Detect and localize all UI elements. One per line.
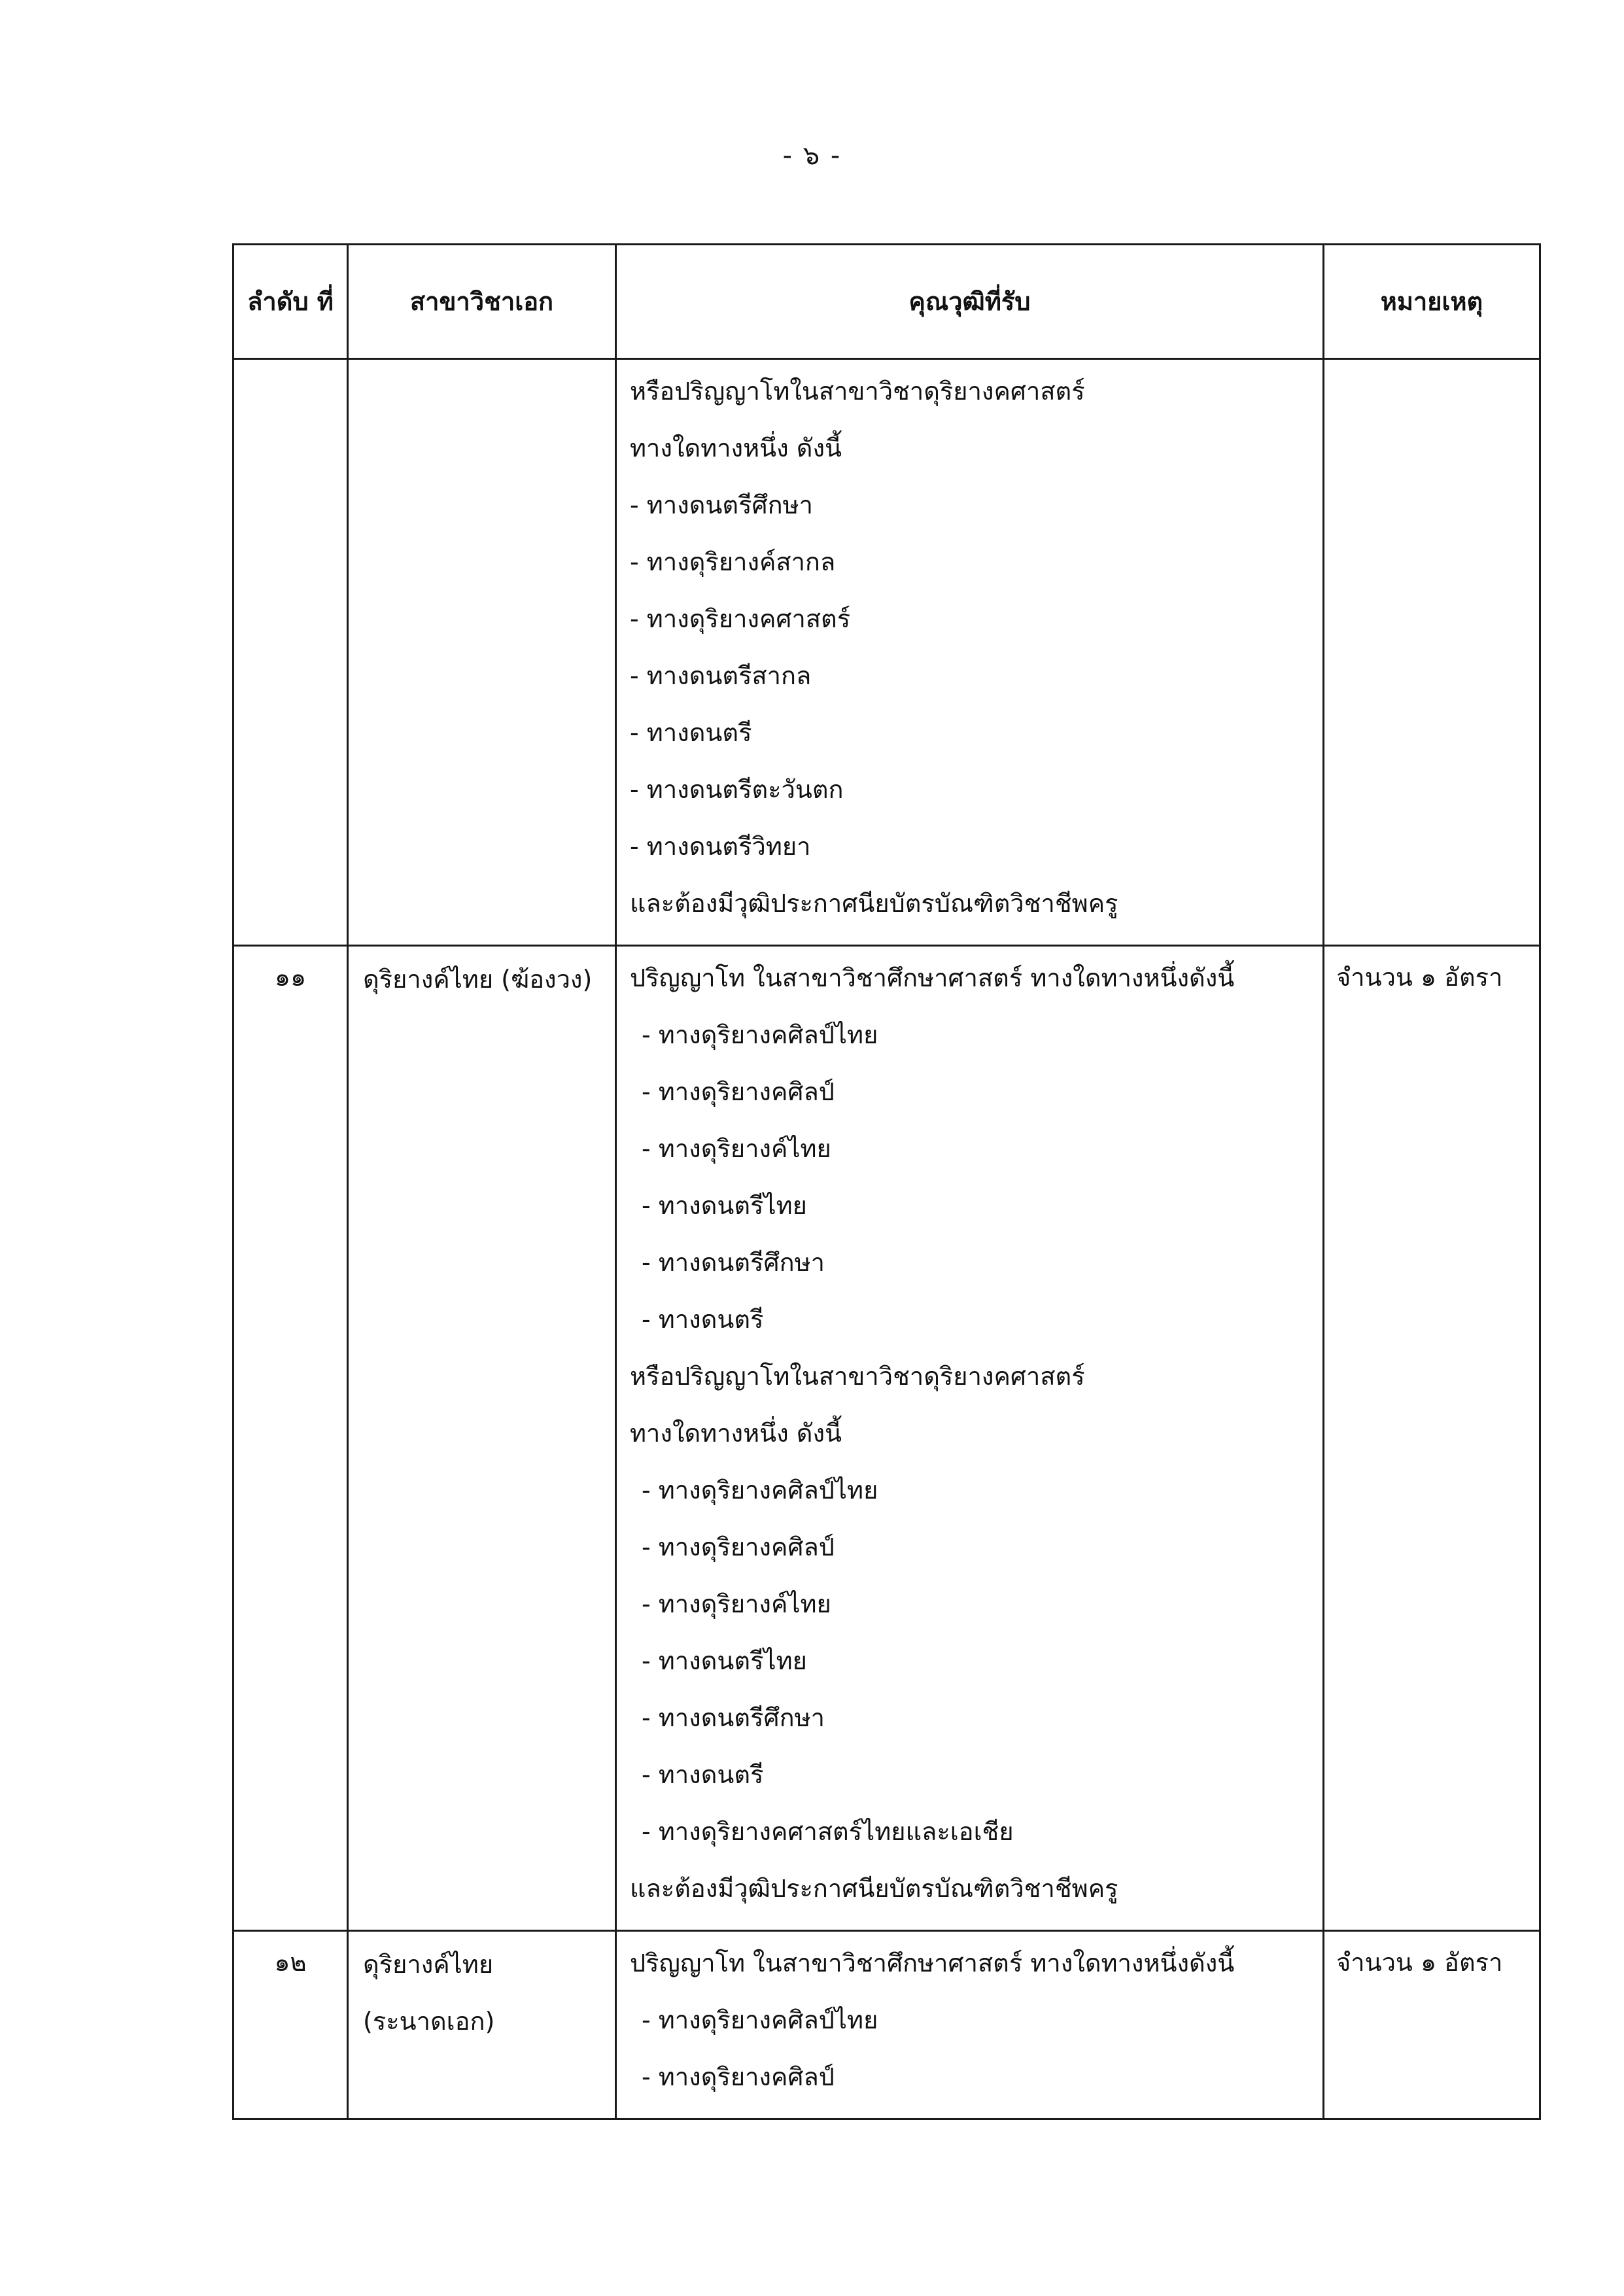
major-cell — [348, 359, 616, 946]
qualification-item: หรือปริญญาโทในสาขาวิชาดุริยางคศาสตร์ — [630, 1362, 1085, 1391]
qualification-item: และต้องมีวุฒิประกาศนียบัตรบัณฑิตวิชาชีพครู — [630, 889, 1118, 918]
qualification-item: ปริญญาโท ในสาขาวิชาศึกษาศาสตร์ ทางใดทางหนึ่งดังนี้ — [630, 964, 1235, 992]
table-row — [233, 1931, 1540, 2119]
qualification-item: - ทางดนตรี — [642, 1760, 764, 1789]
qualification-item: - ทางดุริยางคศิลป์ — [642, 1533, 835, 1561]
qualification-item: - ทางดุริยางคศิลป์ — [642, 1077, 835, 1106]
qualification-cell — [616, 946, 1324, 1931]
qualification-item: - ทางดนตรีวิทยา — [630, 832, 811, 861]
qualification-item: ทางใดทางหนึ่ง ดังนี้ — [630, 434, 842, 462]
header-major-label: สาขาวิชาเอก — [409, 287, 554, 316]
qualification-item: - ทางดุริยางคศิลป์ไทย — [642, 1476, 878, 1505]
remark-cell — [1324, 359, 1540, 946]
qualification-item: - ทางดนตรีไทย — [642, 1191, 807, 1220]
header-remark — [1324, 245, 1540, 359]
qualification-cell — [616, 1931, 1324, 2119]
qualification-item: ทางใดทางหนึ่ง ดังนี้ — [630, 1419, 842, 1448]
qualification-item: - ทางดุริยางคศิลป์ไทย — [642, 1020, 878, 1049]
qualification-item: - ทางดนตรี — [630, 718, 752, 747]
qualification-item: - ทางดุริยางคศาสตร์ — [630, 604, 851, 633]
header-remark-label: หมายเหตุ — [1380, 287, 1483, 316]
header-no — [233, 245, 348, 359]
qualification-item: - ทางดุริยางค์ไทย — [642, 1134, 831, 1163]
row-number-cell: ๑๑ — [233, 946, 348, 1931]
qualification-item: - ทางดนตรีตะวันตก — [630, 775, 844, 804]
header-no-label: ลำดับ ที่ — [247, 287, 334, 316]
header-major — [348, 245, 616, 359]
row-number-cell — [233, 359, 348, 946]
table-body — [233, 359, 1540, 2119]
qualification-item: และต้องมีวุฒิประกาศนียบัตรบัณฑิตวิชาชีพครู — [630, 1874, 1118, 1903]
qualification-item: - ทางดนตรีสากล — [630, 661, 812, 690]
qualification-item: หรือปริญญาโทในสาขาวิชาดุริยางคศาสตร์ — [630, 377, 1085, 406]
remark-cell: จำนวน ๑ อัตรา — [1324, 1931, 1540, 2119]
qualification-item: - ทางดุริยางค์ไทย — [642, 1590, 831, 1618]
qualification-item: - ทางดนตรี — [642, 1305, 764, 1334]
header-qualification — [616, 245, 1324, 359]
table-row — [233, 946, 1540, 1931]
row-number-cell: ๑๒ — [233, 1931, 348, 2119]
qualification-item: - ทางดนตรีศึกษา — [642, 1703, 825, 1732]
qualification-item: - ทางดุริยางคศิลป์ไทย — [642, 2006, 878, 2034]
qualification-item: - ทางดุริยางคศิลป์ — [642, 2062, 835, 2091]
table-header — [233, 245, 1540, 359]
major-name: ดุริยางค์ไทย — [363, 1950, 494, 1979]
qualification-item: - ทางดุริยางค์สากล — [630, 548, 836, 576]
major-cell — [348, 1931, 616, 2119]
qualification-item: - ทางดนตรีศึกษา — [642, 1248, 825, 1277]
qualification-item: - ทางดนตรีศึกษา — [630, 491, 813, 519]
remark-cell: จำนวน ๑ อัตรา — [1324, 946, 1540, 1931]
major-cell — [348, 946, 616, 1931]
qualification-cell — [616, 359, 1324, 946]
page-number: - ๖ - — [782, 141, 842, 171]
qualification-item: - ทางดนตรีไทย — [642, 1646, 807, 1675]
qualification-item: - ทางดุริยางคศาสตร์ไทยและเอเชีย — [642, 1817, 1014, 1846]
table-row — [233, 359, 1540, 946]
header-qualification-label: คุณวุฒิที่รับ — [908, 287, 1031, 316]
major-name: ดุริยางค์ไทย (ฆ้องวง) — [363, 965, 593, 994]
qualification-table — [232, 243, 1541, 2120]
qualification-item: ปริญญาโท ในสาขาวิชาศึกษาศาสตร์ ทางใดทางหนึ่งดังนี้ — [630, 1949, 1235, 1977]
major-name: (ระนาดเอก) — [363, 2007, 495, 2036]
